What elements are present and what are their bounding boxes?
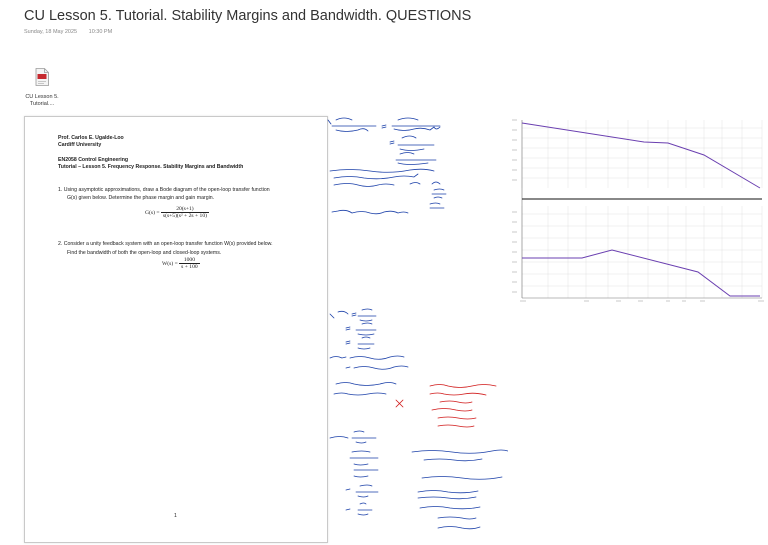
attachment-label-line1: CU Lesson 5. — [25, 94, 59, 100]
doc-course: EN2058 Control Engineering — [58, 157, 129, 163]
bode-plot-drawing[interactable] — [508, 114, 766, 304]
doc-author: Prof. Carlos E. Ugalde-Loo — [58, 135, 124, 141]
question-2-line1: 2. Consider a unity feedback system with an open-loop transfer function W(s) provided below. — [58, 241, 273, 247]
note-date: Sunday, 18 May 2025 — [24, 29, 78, 35]
page-number: 1 — [174, 513, 177, 519]
handwritten-ink-q1[interactable] — [326, 114, 508, 224]
handwritten-ink-q2[interactable] — [326, 306, 508, 540]
equation-g-of-s — [145, 206, 209, 219]
eq2-numerator: 1000 — [179, 257, 200, 264]
doc-university: Cardiff University — [58, 142, 102, 148]
eq1-numerator: 20(s+1) — [161, 206, 209, 213]
attachment-label-line2: Tutorial.... — [29, 101, 55, 107]
eq1-denominator: s(s+5)(s² + 2s + 10) — [162, 213, 207, 219]
note-title[interactable]: CU Lesson 5. Tutorial. Stability Margins and Bandwidth. QUESTIONS — [24, 8, 472, 24]
eq2-lhs: W(s) = — [162, 260, 178, 267]
pdf-page-printout[interactable] — [24, 116, 328, 543]
question-1-line2: G(s) given below. Determine the phase margin and gain margin. — [67, 195, 215, 201]
note-timestamp — [24, 29, 112, 35]
note-time: 10:30 PM — [88, 29, 113, 35]
eq2-denominator: s + 100 — [181, 264, 198, 270]
doc-subtitle: Tutorial – Lesson 5. Frequency Response. Stability Margins and Bandwidth — [58, 164, 244, 170]
pdf-attachment[interactable] — [20, 68, 64, 108]
question-2-line2: Find the bandwidth of both the open-loop and closed-loop systems. — [67, 250, 222, 256]
eq1-lhs: G(s) = — [145, 209, 160, 216]
equation-w-of-s — [162, 257, 200, 270]
pdf-file-icon — [35, 68, 49, 86]
question-1-line1: 1. Using asymptotic approximations, draw a Bode diagram of the open-loop transfer function — [58, 187, 270, 193]
